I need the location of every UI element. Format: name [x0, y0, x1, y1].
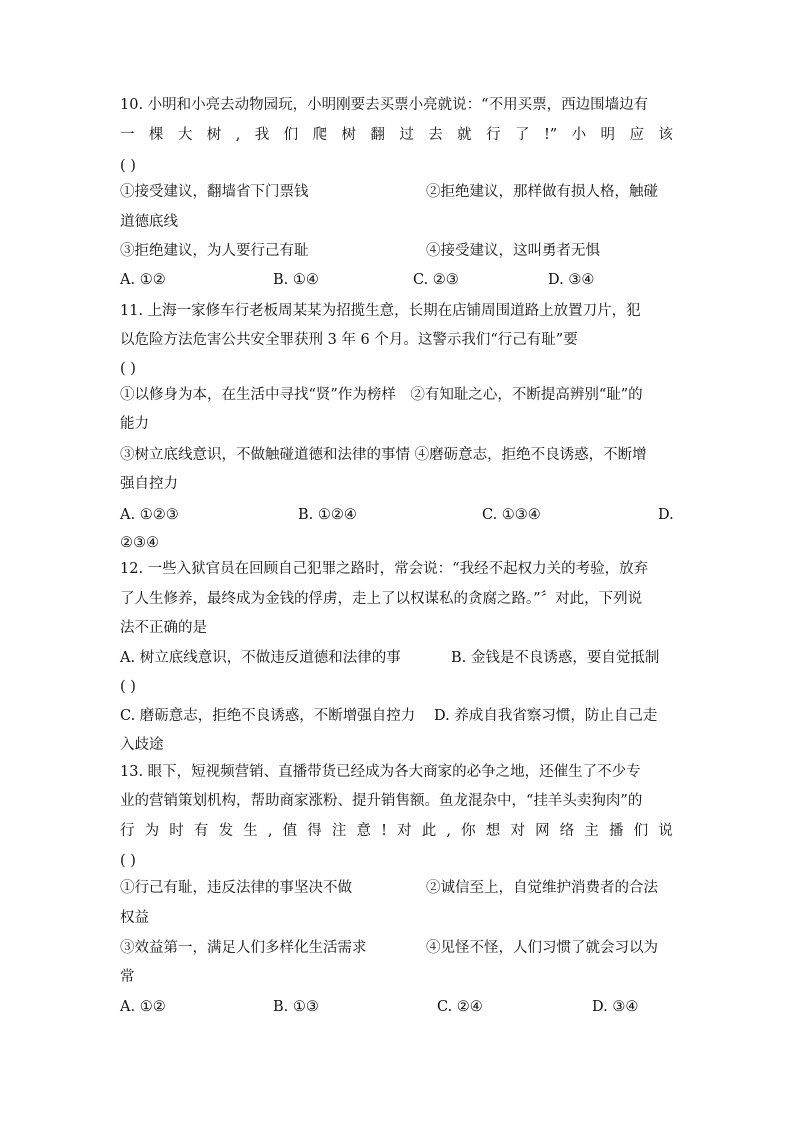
q12-option-c[interactable]: C. 磨砺意志，拒绝不良诱惑，不断增强自控力	[120, 708, 416, 724]
q10-stem-line2-char: 明	[600, 127, 616, 143]
q13-stem-line3-char: 说	[658, 823, 673, 839]
q13-blank: ( )	[120, 853, 136, 869]
q10-stem-line2-char: 小	[571, 127, 587, 143]
q10-stem-line2-char: 该	[658, 127, 673, 143]
q12-stem1: 一些入狱官员在回顾自己犯罪之路时，常会说：“我经不起权力关的考验，放弃	[147, 561, 649, 577]
q10-stem-line2-char: 应	[629, 127, 644, 143]
q10-statement-2: ②拒绝建议，那样做有损人格，触碰	[426, 184, 658, 200]
q10-stem-line2-char: 去	[428, 127, 443, 143]
q10-stem-line2-char: 们	[283, 127, 299, 143]
q10-option-a[interactable]: A. ①②	[120, 272, 166, 288]
q13-statement-2-cont: 权益	[120, 910, 149, 926]
q13-number: 13.	[120, 764, 144, 780]
q10-stem-line2-char: 棵	[148, 127, 164, 143]
q10-stem-line2-char: 树	[341, 127, 356, 143]
q13-option-d[interactable]: D. ③④	[592, 999, 639, 1015]
q13-stem-line3-char: 生	[243, 823, 258, 839]
q10-stem-line1	[120, 95, 648, 115]
q13-stem-line3-char: 对	[397, 823, 412, 839]
q11-number: 11.	[120, 303, 144, 319]
q10-option-c[interactable]: C. ②③	[413, 272, 459, 288]
q13-stem-line3-char: 你	[461, 823, 476, 839]
q12-stem-line3: 法不正确的是	[120, 620, 207, 636]
q10-statement-2-cont: 道德底线	[120, 214, 178, 230]
q10-statement-1: ①接受建议，翻墙省下门票钱	[120, 184, 309, 200]
q10-stem-line2-char: 爬	[312, 127, 328, 143]
q10-option-b[interactable]: B. ①④	[273, 272, 319, 288]
q11-option-c[interactable]: C. ①③④	[482, 507, 541, 523]
q13-stem-line3-char: 主	[584, 823, 599, 839]
q10-number: 10.	[120, 97, 144, 113]
q11-statements-1-2: ①以修身为本，在生活中寻找“贤”作为榜样 ②有知耻之心，不断提高辨别“耻”的	[120, 387, 643, 403]
q10-stem-line2-char: ,	[235, 127, 241, 143]
q13-stem-line3-char: ,	[267, 823, 273, 839]
q10-stem-line2-char: 我	[254, 127, 270, 143]
q13-stem-line3	[120, 821, 673, 841]
q13-statement-3: ③效益第一，满足人们多样化生活需求	[120, 940, 367, 956]
q11-option-a[interactable]: A. ①②③	[120, 507, 179, 523]
q13-stem-line1	[120, 762, 641, 782]
q13-stem-line3-char: 发	[218, 823, 234, 839]
q13-stem-line3-char: 有	[193, 823, 209, 839]
q13-statement-4-cont: 常	[120, 969, 135, 985]
q10-stem-line2-char: 过	[399, 127, 414, 143]
q13-stem-line3-char: 行	[120, 823, 135, 839]
q10-stem-line2-char: 大	[177, 127, 193, 143]
q13-stem-line3-char: 播	[609, 823, 624, 839]
q10-stem-line2-char: 树	[206, 127, 222, 143]
q11-blank: ( )	[120, 361, 136, 377]
q11-stem1: 上海一家修车行老板周某某为招揽生意，长期在店铺周围道路上放置刀片，犯	[147, 303, 641, 319]
q13-option-c[interactable]: C. ②④	[437, 999, 483, 1015]
q11-statement-4-cont: 强自控力	[120, 476, 178, 492]
q10-stem-line2	[120, 125, 673, 145]
q10-option-d[interactable]: D. ③④	[548, 272, 595, 288]
q10-statement-4: ④接受建议，这叫勇者无惧	[426, 243, 600, 259]
q12-blank: ( )	[120, 679, 136, 695]
q12-option-d[interactable]: D. 养成自我省察习惯，防止自己走	[434, 708, 658, 724]
q13-stem1: 眼下，短视频营销、直播带货已经成为各大商家的必争之地，还催生了不少专	[147, 764, 641, 780]
q10-stem-line2-char: !”	[543, 127, 558, 143]
q10-stem-line2-char: 了	[515, 127, 530, 143]
q11-statement-2-cont: 能力	[120, 416, 149, 432]
q11-statements-3-4: ③树立底线意识，不做触碰道德和法律的事情 ④磨砺意志，拒绝不良诱惑，不断增	[120, 447, 647, 463]
q11-option-b[interactable]: B. ①②④	[298, 507, 357, 523]
q12-stem-line2: 了人生修养，最终成为金钱的俘虏，走上了以权谋私的贪腐之路。”〞对此，下列说	[120, 591, 643, 607]
q13-stem-line3-char: 此	[421, 823, 437, 839]
q13-stem-line3-char: 注	[331, 823, 347, 839]
q13-statement-1: ①行己有耻，违反法律的事坚决不做	[120, 880, 352, 896]
q10-blank: ( )	[120, 158, 136, 174]
q10-stem-line2-char: 就	[457, 127, 472, 143]
q13-stem-line3-char: 络	[559, 823, 575, 839]
q13-statement-2: ②诚信至上，自觉维护消费者的合法	[426, 880, 658, 896]
q13-stem-line3-char: 想	[485, 823, 501, 839]
q13-stem-line3-char: !	[381, 823, 387, 839]
q13-option-b[interactable]: B. ①③	[273, 999, 319, 1015]
q12-option-d-cont: 入歧途	[120, 737, 164, 753]
q12-number: 12.	[120, 561, 144, 577]
q13-stem-line3-char: ,	[446, 823, 452, 839]
q12-option-a[interactable]: A. 树立底线意识，不做违反道德和法律的事	[120, 650, 401, 666]
q13-stem-line3-char: 得	[307, 823, 322, 839]
q11-stem-line2: 以危险方法危害公共安全罪获刑 3 年 6 个月。这警示我们“行己有耻”要	[120, 332, 578, 348]
q10-stem-line2-char: 一	[120, 127, 135, 143]
q11-stem-line1	[120, 301, 641, 321]
q13-stem-line3-char: 对	[510, 823, 525, 839]
q13-option-a[interactable]: A. ①②	[120, 999, 166, 1015]
q12-option-b[interactable]: B. 金钱是不良诱惑，要自觉抵制	[451, 650, 660, 666]
q10-stem-line2-char: 行	[486, 127, 501, 143]
q13-stem-line3-char: 网	[535, 823, 550, 839]
q13-stem-line3-char: 意	[356, 823, 372, 839]
q11-option-d[interactable]: D.	[658, 507, 674, 523]
q13-stem-line3-char: 值	[282, 823, 298, 839]
q13-statement-4: ④见怪不怪，人们习惯了就会习以为	[426, 940, 658, 956]
q12-stem-line1	[120, 559, 648, 579]
q13-stem-line3-char: 为	[144, 823, 160, 839]
q11-option-d-value: ②③④	[120, 535, 159, 551]
q13-stem-line3-char: 时	[169, 823, 184, 839]
q10-stem-line2-char: 翻	[370, 127, 385, 143]
q13-stem-line3-char: 们	[633, 823, 649, 839]
q10-stem1: 小明和小亮去动物园玩，小明刚要去买票小亮就说：“不用买票，西边围墙边有	[147, 97, 649, 113]
q10-statement-3: ③拒绝建议，为人要行己有耻	[120, 243, 309, 259]
q13-stem-line2: 业的营销策划机构，帮助商家涨粉、提升销售额。鱼龙混杂中，“挂羊头卖狗肉”的	[120, 793, 643, 809]
